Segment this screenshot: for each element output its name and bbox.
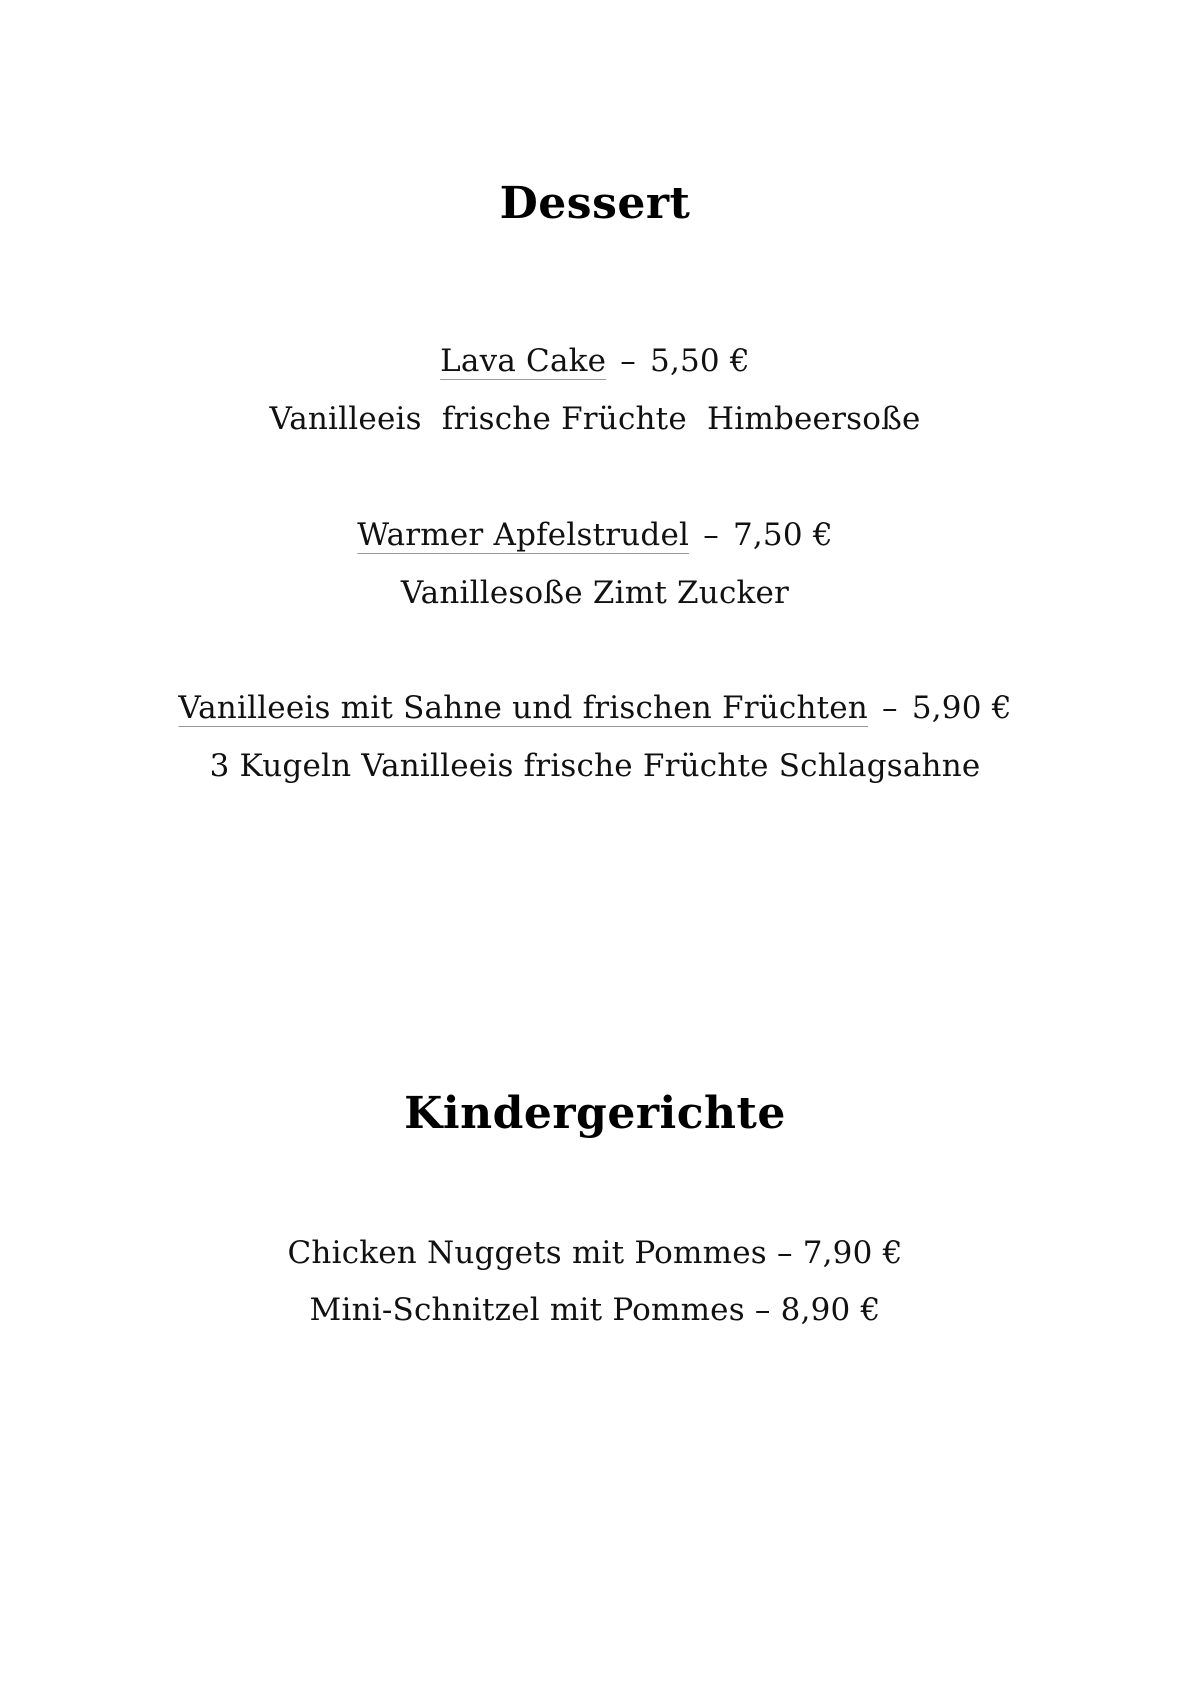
dessert-heading: Dessert: [499, 178, 691, 229]
item-price: 5,90 €: [911, 690, 1012, 726]
price-separator: –: [620, 343, 636, 379]
item-description: 3 Kugeln Vanilleeis frische Früchte Schlagsahne: [209, 748, 981, 784]
price-separator: –: [882, 690, 898, 726]
dessert-item-apfelstrudel: [0, 515, 1190, 555]
kids-item-mini-schnitzel: Mini-Schnitzel mit Pommes – 8,90 €: [309, 1292, 881, 1328]
item-name: Warmer Apfelstrudel: [357, 517, 690, 553]
dessert-item-lava-cake: [0, 341, 1190, 381]
price-separator: –: [703, 517, 719, 553]
kids-heading: Kindergerichte: [404, 1088, 786, 1139]
item-name: Lava Cake: [440, 343, 607, 379]
item-description: Vanilleeis frische Früchte Himbeersoße: [269, 401, 921, 437]
item-price: 5,50 €: [650, 343, 750, 379]
dessert-item-vanilleeis: [0, 688, 1190, 728]
item-name: Vanilleeis mit Sahne und frischen Früchten: [178, 690, 868, 726]
item-price: 7,50 €: [732, 517, 833, 553]
item-description: Vanillesoße Zimt Zucker: [400, 575, 790, 611]
kids-item-chicken-nuggets: Chicken Nuggets mit Pommes – 7,90 €: [287, 1235, 903, 1271]
